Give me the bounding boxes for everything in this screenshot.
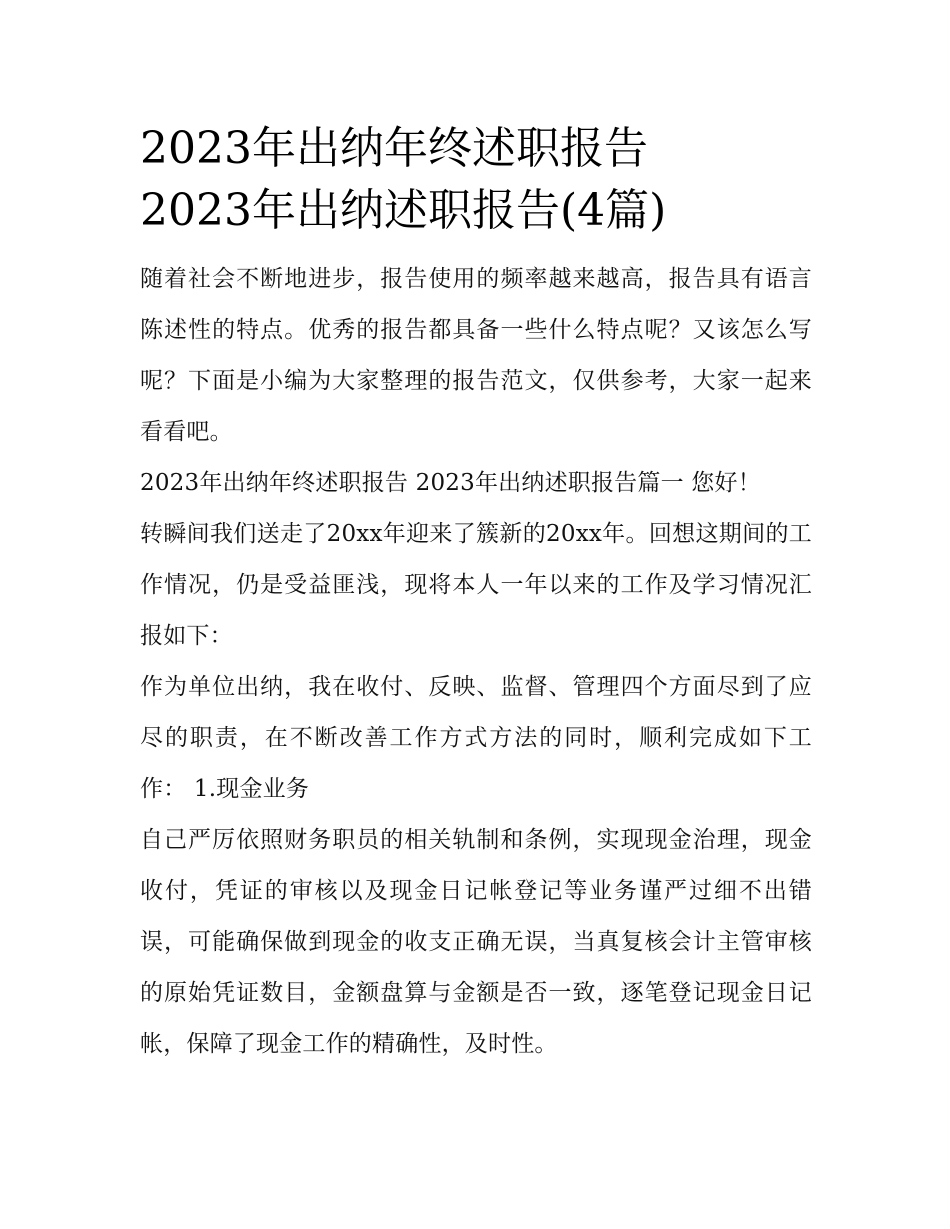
paragraph-review: 转瞬间我们送走了20xx年迎来了簇新的20xx年。回想这期间的工作情况，仍是受益匪浅，现将本人一年以来的工作及学习情况汇报如下： (140, 521, 812, 649)
paragraph-intro: 随着社会不断地进步，报告使用的频率越来越高，报告具有语言陈述性的特点。优秀的报告都具备一些什么特点呢？又该怎么写呢？下面是小编为大家整理的报告范文，仅供参考，大家一起来看看吧。 (140, 266, 812, 445)
document-page (140, 118, 812, 1070)
document-body (140, 254, 812, 1070)
title-line-2: 2023年出纳述职报告(4篇) (140, 185, 667, 236)
paragraph-cash-business: 自己严厉依照财务职员的相关轨制和条例，实现现金治理，现金收付，凭证的审核以及现金日记帐登记等业务谨严过细不出错误，可能确保做到现金的收支正确无误，当真复核会计主管审核的原始凭证数目，金额盘算与金额是否一致，逐笔登记现金日记帐，保障了现金工作的精确性，及时性。 (140, 827, 812, 1057)
document-title (140, 118, 812, 242)
paragraph-duties: 作为单位出纳，我在收付、反映、监督、管理四个方面尽到了应尽的职责，在不断改善工作方式方法的同时，顺利完成如下工作： 1.现金业务 (140, 674, 812, 802)
title-line-1: 2023年出纳年终述职报告 (140, 123, 648, 174)
paragraph-heading-line: 2023年出纳年终述职报告 2023年出纳述职报告篇一 您好！ (140, 470, 761, 496)
